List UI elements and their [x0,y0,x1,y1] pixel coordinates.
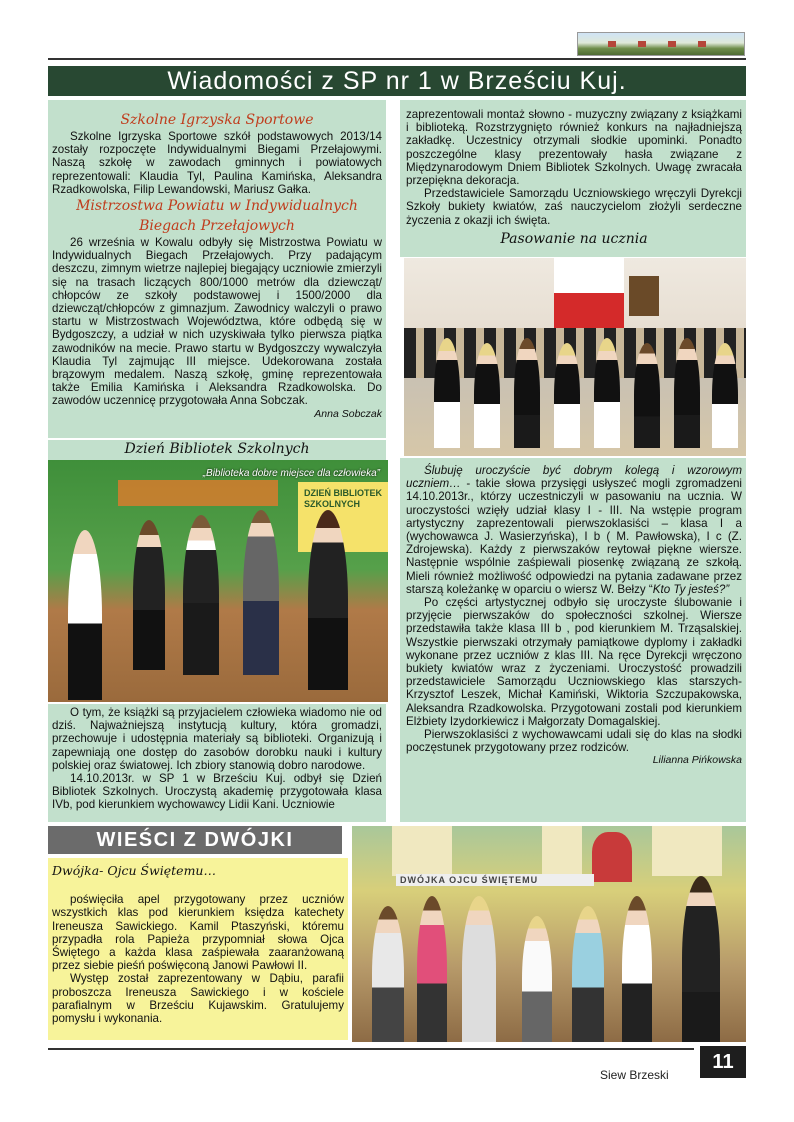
article-body-pasowanie-1: - takie słowa przysięgi usłyszeć mogli zgromadzeni 14.10.2013r., którzy uczestniczyli w pasowaniu na ucznia. W uroczystości wzięły udział klasy I - III. Na wstępie program artystyczny zaprezentowali pierwszoklasiści – klasa I a (wychowawca J. Wasierzyńska), I b ( M. Pawłowska), I c (Z. Zdrojewska). Każdy z pierwszaków reytował piękne wiersze. Następnie wspólnie zaśpiewali piosenkę związaną ze szkołą. Mieli również możliwość odpowiedzi na pytania zadawane przez starszą koleżankę w oparciu o wiersz W. Bełzy “ [406,477,742,596]
wiesci-body-1: poświęciła apel przygotowany przez uczniów wszystkich klas pod kierunkiem księdza katechety Ireneusza Sawickiego. Kamil Ptaszyński, któremu przypadła rola Papieża przypomniał słowa Ojca Świętego a każda klasa zaśpiewała zaaranżowaną przez siebie pieśń poświęconą Janowi Pawłowi II. [52,893,344,973]
right-column-bottom [400,458,746,822]
article-body-library-1: O tym, że książki są przyjacielem człowieka wiadomo nie od dziś. Najważniejszą instytucją kultury, która gromadzi, przechowuje i udostępnia materiały są biblioteki. Organizują i zapewniają one dostęp do zasobów dorobku nauki i kultury polskiej oraz światowej. Ich zbiory stanowią dobro narodowe. [52,706,382,772]
article-body-pasowanie-2: Po części artystycznej odbyło się uroczyste ślubowanie i przyjęcie pierwszaków do społeczności szkolnej. Wiersze przedstawiła także klasa III b , pod kierunkiem M. Trząsalskiej. Wszystkie pierwszaki otrzymały pamiątkowe dyplomy i zakładki wykonane przez uczniów z klas III. Na ręce Dyrekcji wręczono bukiety kwiatów wraz z życzeniami. Uroczystość prowadzili przedstawiciele Samorządu Uczniowskiego klas starszych- Krzysztof Leszek, Michał Kamiński, Wiktoria Szczupakowska, Aleksandra Rzadkowolska. Przygotowani zostali pod kierunkiem Elżbiety Izydorkiewicz i Małgorzaty Domagalskiej. [406,596,742,728]
page-banner-title: Wiadomości z SP nr 1 w Brześciu Kuj. [48,66,746,96]
pasowanie-photo [404,258,746,456]
article-title-pasowanie: Pasowanie na ucznia [500,230,648,247]
article-body-championship: 26 września w Kowalu odbyły się Mistrzostwa Powiatu w Indywidualnych Biegach Przełajowych. Przy padającym deszczu, zimnym wietrze najlepiej biegający uczniowie zmierzyli się na trasach liczących 800/1000 metrów dla dziewcząt/ chłopców ze szkoły podstawowej i 1500/2000 dla dziewcząt/chłopców z gimnazjum. Zawodnicy walczyli o prawo startu w Mistrzostwach Województwa, które odbędą się w Bydgoszczy, a udział w nich uzyskiwała tylko pierwsza piątka zawodników na mecie. Prawo startu w Bydgoszczy wywalczyła Klaudia Tyl zajmując III miejsce. Udekorowana została brązowym medalem. Naszą szkołę, gminę reprezentowała także Emilia Kamińska i Aleksandra Rzadkowolska. Do zawodów uczennicę przygotowała Anna Sobczak. [52,236,382,408]
left-column-top [48,100,386,438]
dwojka-photo-banner: DWÓJKA OJCU ŚWIĘTEMU [396,874,594,886]
top-rule [48,58,746,60]
article-body-library-2: 14.10.2013r. w SP 1 w Brześciu Kuj. odbył się Dzień Bibliotek Szkolnych. Uroczystą akademię przygotowała klasa IVb, pod kierunkiem wychowawcy Lidii Kani. Uczniowie [52,772,382,812]
dwojka-photo [352,826,746,1042]
footer-rule [48,1048,694,1050]
pledge-quote: Ślubuję uroczyście być dobrym kolegą i wzorowym uczniem… [406,464,742,491]
photo-caption-library: „Biblioteka dobre miejsce dla człowieka” [202,468,380,479]
library-day-photo [48,460,388,702]
section-title-wiesci: WIEŚCI Z DWÓJKI [48,826,342,854]
wiesci-article-title: Dwójka- Ojcu Świętemu… [52,863,216,878]
article-body-library-3: zaprezentowali montaż słowno - muzyczny związany z książkami i biblioteką. Rozstrzygnięto również konkurs na najładniejszą zakładkę. Uczestnicy otrzymali słodkie upominki. Ponadto poszczególne klasy prezentowały hasła związane z Międzynarodowym Dniem Bibliotek Szkolnych. Uwagę zwracała przepiękna dekoracja. [406,108,742,188]
article-title-library-day: Dzień Bibliotek Szkolnych [48,440,386,460]
article-body-sports: Szkolne Igrzyska Sportowe szkół podstawowych 2013/14 zostały rozpoczęte Indywidualnymi Biegami Przełajowymi. Naszą szkołę w zawodach gminnych i powiatowych reprezentowali: Klaudia Tyl, Paulina Kamińska, Aleksandra Rzadkowolska, Filip Lewandowski, Mariusz Gałka. [52,130,382,196]
left-column-bottom [48,704,386,822]
library-board-text: DZIEŃ BIBLIOTEK SZKOLNYCH [304,488,382,509]
wiesci-text-box [48,858,348,1040]
article-title-championship: Mistrzostwa Powiatu w Indywidualnych Biegach Przełajowych [76,198,358,235]
article-title-sports: Szkolne Igrzyska Sportowe [120,112,314,128]
article-body-library-4: Przedstawiciele Samorządu Uczniowskiego wręczyli Dyrekcji Szkoły bukiety kwiatów, zaś nauczycielom złożyli serdeczne życzenia z okazji ich święta. [406,187,742,227]
signature-pinkowska: Lilianna Pińkowska [652,754,742,767]
right-column-top [400,100,746,257]
header-thumbnail-photo [577,32,745,56]
signature-sobczak: Anna Sobczak [314,407,382,420]
article-body-pasowanie-3: Pierwszoklasiści z wychowawcami udali się do klas na słodki poczęstunek przygotowany przez rodziców. [406,728,742,755]
publication-name: Siew Brzeski [600,1068,669,1082]
poem-title: Kto Ty jesteś?” [652,582,730,596]
page-number: 11 [700,1046,746,1078]
wiesci-body-2: Występ został zaprezentowany w Dąbiu, parafii proboszcza Ireneusza Sawickiego i w kościele parafialnym w Brześciu Kujawskim. Gratulujemy pomysłu i wykonania. [52,972,344,1026]
